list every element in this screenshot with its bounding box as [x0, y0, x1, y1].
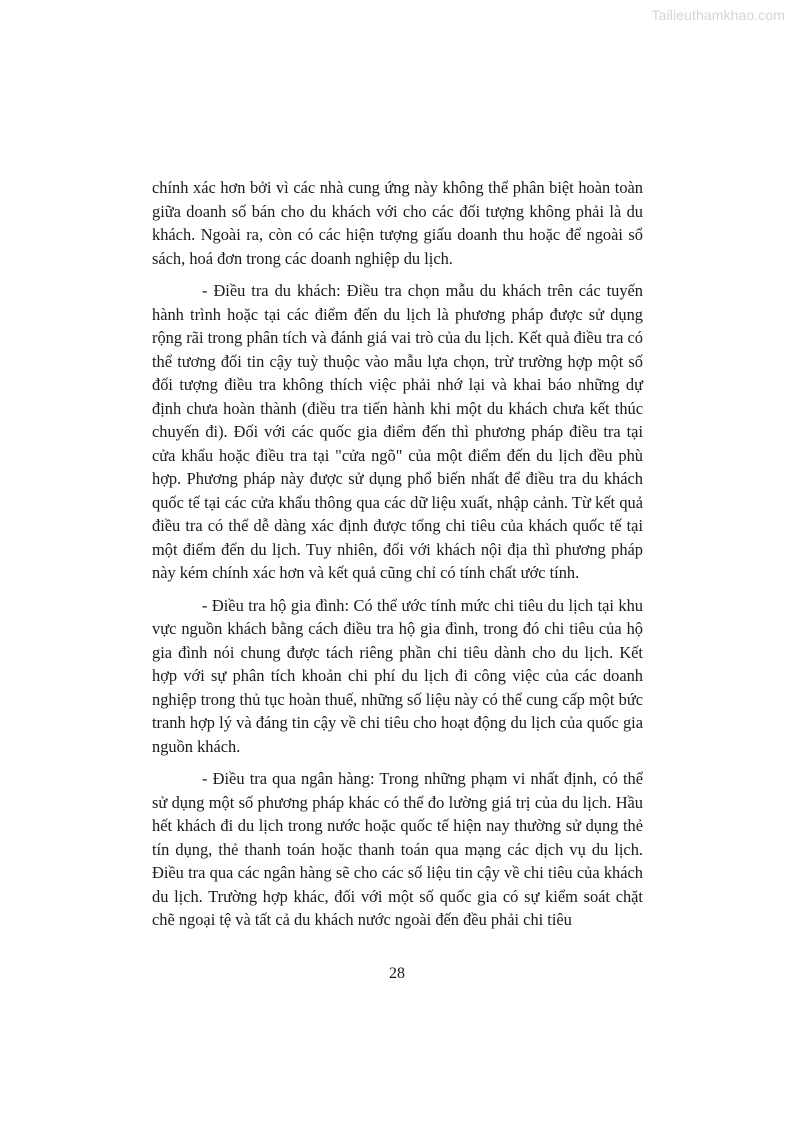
paragraph-visitor-survey: - Điều tra du khách: Điều tra chọn mẫu du khách trên các tuyến hành trình hoặc tại các điểm đến du lịch là phương pháp được sử dụng rộng rãi trong phân tích và đánh giá vai trò của du lịch. Kết quả điều tra có thể tương đối tin cậy tuỳ thuộc vào mẫu lựa chọn, trừ trường hợp một số đối tượng điều tra không thích việc phải nhớ lại và khai báo những dự định chưa hoàn thành (điều tra tiến hành khi một du khách chưa kết thúc chuyến đi). Đối với các quốc gia điểm đến thì phương pháp điều tra tại cửa khẩu hoặc điều tra tại "cửa ngõ" của một điểm đến du lịch đều phù hợp. Phương pháp này được sử dụng phổ biến nhất để điều tra du khách quốc tế tại các cửa khẩu thông qua các dữ liệu xuất, nhập cảnh. Từ kết quả điều tra có thể dễ dàng xác định được tổng chi tiêu của khách quốc tế tại một điểm đến du lịch. Tuy nhiên, đối với khách nội địa thì phương pháp này kém chính xác hơn và kết quả cũng chỉ có tính chất ước tính.: [152, 281, 643, 582]
watermark-text: Tailieuthamkhao.com: [651, 7, 785, 23]
paragraph-continuation: chính xác hơn bởi vì các nhà cung ứng này không thể phân biệt hoàn toàn giữa doanh số bán cho du khách với cho các đối tượng không phải là du khách. Ngoài ra, còn có các hiện tượng giấu doanh thu hoặc để ngoài sổ sách, hoá đơn trong các doanh nghiệp du lịch.: [152, 178, 643, 268]
document-body: [152, 176, 643, 941]
page-number: 28: [389, 965, 405, 982]
paragraph-household-survey: - Điều tra hộ gia đình: Có thể ước tính mức chi tiêu du lịch tại khu vực nguồn khách bằng cách điều tra hộ gia đình, trong đó chi tiêu của hộ gia đình nói chung được tách riêng phần chi tiêu dành cho du lịch. Kết hợp với sự phân tích khoản chi phí du lịch đi công việc của các doanh nghiệp trong thủ tục hoàn thuế, những số liệu này có thể cung cấp một bức tranh hợp lý và đáng tin cậy về chi tiêu cho hoạt động du lịch của quốc gia nguồn khách.: [152, 595, 643, 756]
paragraph-bank-survey: - Điều tra qua ngân hàng: Trong những phạm vi nhất định, có thể sử dụng một số phương pháp khác có thể đo lường giá trị của du lịch. Hầu hết khách đi du lịch trong nước hoặc quốc tế hiện nay thường sử dụng thẻ tín dụng, thẻ thanh toán hoặc thanh toán qua mạng các dịch vụ du lịch. Điều tra qua các ngân hàng sẽ cho các số liệu tin cậy về chi tiêu của khách du lịch. Trường hợp khác, đối với một số quốc gia có sự kiểm soát chặt chẽ ngoại tệ và tất cả du khách nước ngoài đến đều phải chi tiêu: [152, 769, 643, 929]
